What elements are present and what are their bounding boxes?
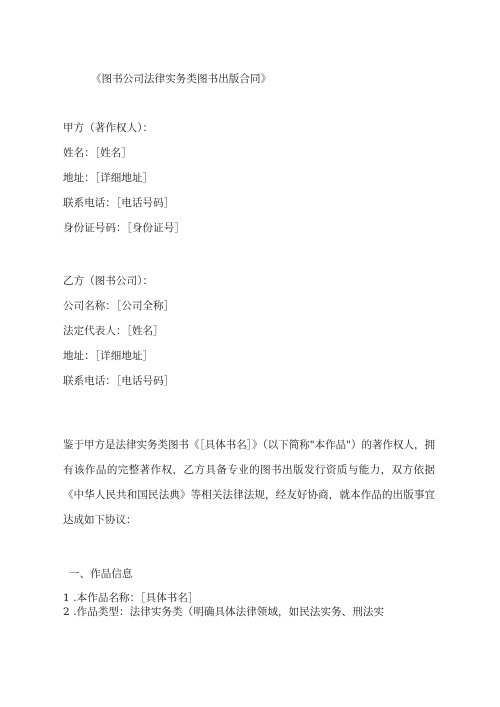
party-b-legal-rep: 法定代表人：［姓名］ bbox=[63, 325, 164, 337]
party-a-name: 姓名：［姓名］ bbox=[63, 147, 132, 159]
party-b-heading: 乙方（图书公司）： bbox=[63, 275, 154, 287]
section-1-item: 1 .本作品名称：［具体书名］ bbox=[63, 592, 199, 604]
party-b-company: 公司名称：［公司全称］ bbox=[63, 300, 175, 312]
section-1-item: 2 .作品类型：法律实务类（明确具体法律领域，如民法实务、刑法实 bbox=[63, 606, 385, 618]
preamble-paragraph: 鉴于甲方是法律实务类图书《［具体书名］》（以下简称"本作品"）的著作权人，拥有该作品的完整著作权，乙方具备专业的图书出版发行资质与能力，双方依据《中华人民共和国民法典》等相关法律法规，经友好协商，就本作品的出版事宜达成如下协议： bbox=[63, 439, 435, 526]
party-a-id-number: 身份证号码：［身份证号］ bbox=[63, 222, 185, 234]
section-1-heading: 一、作品信息 bbox=[69, 568, 133, 580]
contract-title: 《图书公司法律实务类图书出版合同》 bbox=[91, 73, 272, 85]
party-a-address: 地址：［详细地址］ bbox=[63, 172, 154, 184]
party-a-phone: 联系电话：［电话号码］ bbox=[63, 197, 175, 209]
party-a-heading: 甲方（著作权人）： bbox=[63, 122, 154, 134]
party-b-address: 地址：［详细地址］ bbox=[63, 350, 154, 362]
party-b-phone: 联系电话：［电话号码］ bbox=[63, 375, 175, 387]
